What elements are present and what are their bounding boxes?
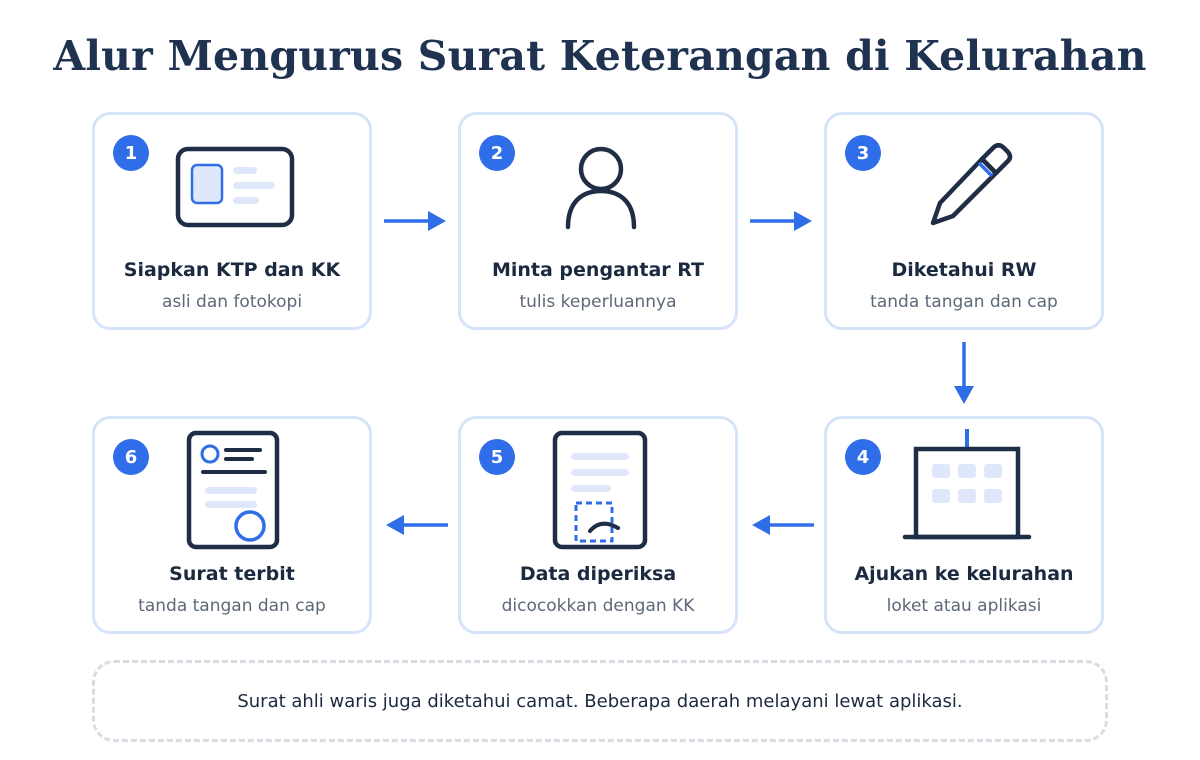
office-board-icon <box>827 419 1107 569</box>
step-card-5 <box>458 416 738 634</box>
step-title-3: Diketahui RW <box>891 259 1037 281</box>
arrow-left-5-to-6 <box>384 512 450 538</box>
step-subtitle-3: tanda tangan dan cap <box>870 292 1058 312</box>
pen-icon <box>827 115 1107 255</box>
step-card-1 <box>92 112 372 330</box>
step-subtitle-2: tulis keperluannya <box>519 292 677 312</box>
step-card-3 <box>824 112 1104 330</box>
step-card-2 <box>458 112 738 330</box>
step-badge-5: 5 <box>479 439 515 475</box>
step-badge-6: 6 <box>113 439 149 475</box>
id-card-icon <box>95 115 375 255</box>
page-title: Alur Mengurus Surat Keterangan di Kelurahan <box>53 32 1147 80</box>
person-icon <box>461 115 741 255</box>
step-badge-2: 2 <box>479 135 515 171</box>
arrow-down-3-to-4 <box>951 340 977 406</box>
info-note-text: Surat ahli waris juga diketahui camat. Beberapa daerah melayani lewat aplikasi. <box>237 690 963 712</box>
step-badge-3: 3 <box>845 135 881 171</box>
step-title-6: Surat terbit <box>169 563 295 585</box>
step-card-6 <box>92 416 372 634</box>
step-title-5: Data diperiksa <box>519 563 677 585</box>
arrow-right-1-to-2 <box>382 208 448 234</box>
certificate-icon <box>95 419 375 569</box>
step-title-4: Ajukan ke kelurahan <box>854 563 1074 585</box>
step-subtitle-5: dicocokkan dengan KK <box>501 596 695 616</box>
step-title-2: Minta pengantar RT <box>491 259 705 281</box>
step-badge-4: 4 <box>845 439 881 475</box>
arrow-left-4-to-5 <box>750 512 816 538</box>
step-subtitle-1: asli dan fotokopi <box>161 292 303 312</box>
step-subtitle-4: loket atau aplikasi <box>886 596 1042 616</box>
step-subtitle-6: tanda tangan dan cap <box>138 596 326 616</box>
info-note <box>92 660 1108 742</box>
step-title-1: Siapkan KTP dan KK <box>123 259 341 281</box>
step-badge-1: 1 <box>113 135 149 171</box>
step-card-4 <box>824 416 1104 634</box>
arrow-right-2-to-3 <box>748 208 814 234</box>
document-check-icon <box>461 419 741 569</box>
